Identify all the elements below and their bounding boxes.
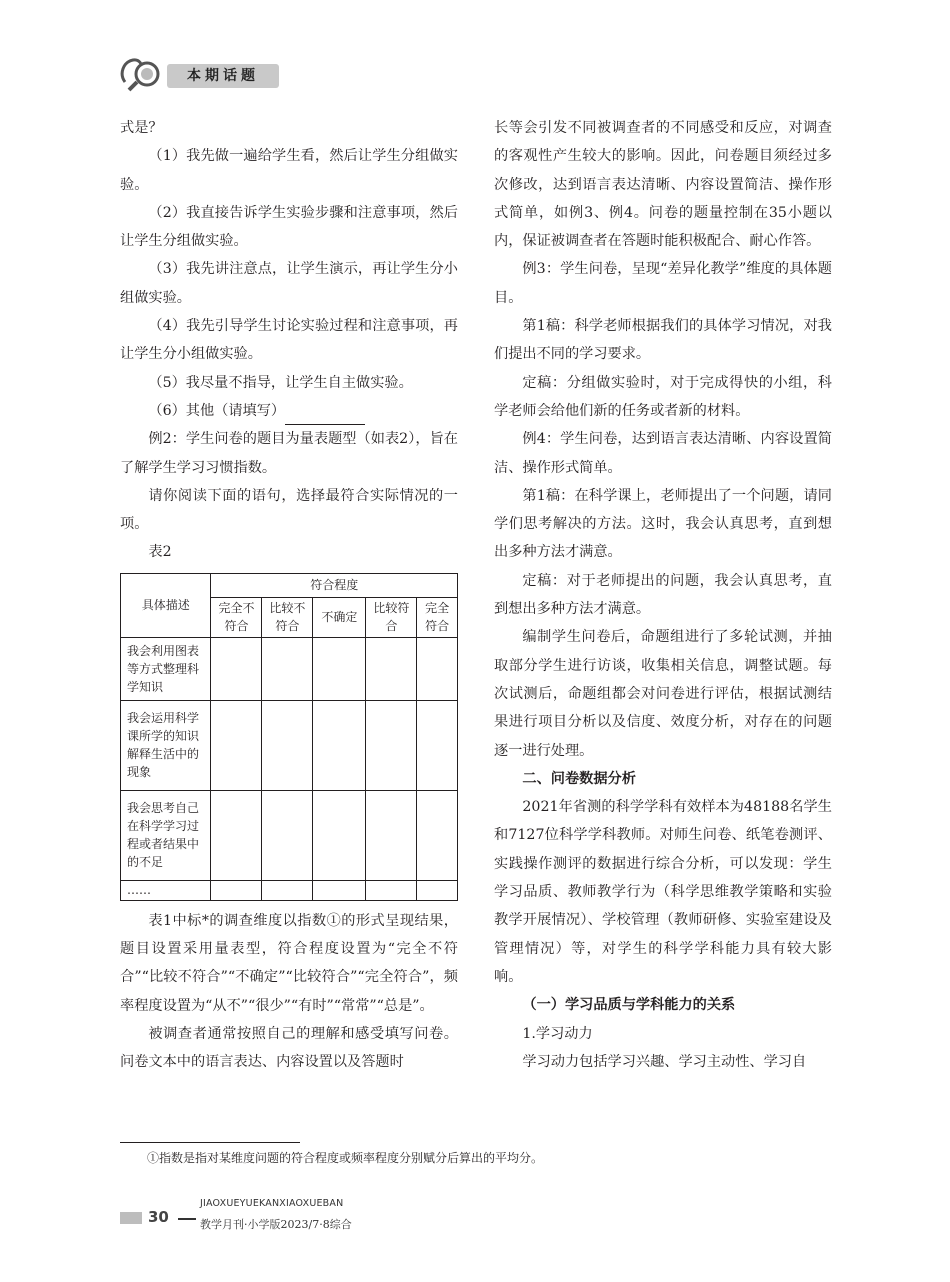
col-header: 比较不符合 <box>262 597 313 637</box>
section-heading: 二、问卷数据分析 <box>522 770 636 787</box>
example-4-draft: 第1稿：在科学课上，老师提出了一个问题，请同学们思考解决的方法。这时，我会认真思考，直到想出多种方法才满意。 <box>494 487 832 561</box>
example-3-draft: 第1稿：科学老师根据我们的具体学习情况，对我们提出不同的学习要求。 <box>494 318 832 363</box>
example-3-final: 定稿：分组做实验时，对于完成得快的小组，科学老师会给他们新的任务或者新的材料。 <box>494 374 832 419</box>
page-footer <box>120 1198 420 1238</box>
table-label: 表2 <box>148 544 172 561</box>
page-number: 30 <box>148 1208 169 1226</box>
row-desc: 我会思考自己在科学学习过程或者结果中的不足 <box>121 790 211 880</box>
question-intro: 式是？ <box>120 120 163 136</box>
option-5: （5）我尽量不指导，让学生自主做实验。 <box>148 374 413 391</box>
paragraph-analysis: 2021年省测的科学学科有效样本为48188名学生和7127位科学学科教师。对师生问卷、纸笔卷测评、实践操作测评的数据进行综合分析，可以发现：学生学习品质、教师教学行为（科学思维教学策略和实验教学开展情况）、学校管理（教师研修、实验室建设及管理情况）等，对学生的科学学科能力具有较大影响。 <box>494 799 832 985</box>
paragraph-respondents: 被调查者通常按照自己的理解和感受填写问卷。问卷文本中的语言表达、内容设置以及答题时 <box>120 1025 458 1071</box>
journal-pinyin: JIAOXUEYUEKANXIAOXUEBAN <box>200 1198 344 1209</box>
section-tag: 本期话题 <box>167 64 279 88</box>
paragraph-pilot: 编制学生问卷后，命题组进行了多轮试测，并抽取部分学生进行访谈，收集相关信息，调整试题。每次试测后，命题组都会对问卷进行评估，根据试测结果进行项目分析以及信度、效度分析，对存在的问题逐一进行处理。 <box>494 629 832 759</box>
example-2: 例2：学生问卷的题目为量表题型（如表2），旨在了解学生学习习惯指数。 <box>120 431 458 476</box>
option-2: （2）我直接告诉学生实验步骤和注意事项，然后让学生分组做实验。 <box>120 204 458 250</box>
right-column <box>494 114 832 1076</box>
desc-header: 具体描述 <box>121 573 211 637</box>
option-6 <box>120 397 458 425</box>
col-header: 比较符合 <box>366 597 417 637</box>
subsection-heading: （一）学习品质与学科能力的关系 <box>522 997 736 1014</box>
row-desc: 我会利用图表等方式整理科学知识 <box>121 637 211 700</box>
option-4: （4）我先引导学生讨论实验过程和注意事项，再让学生分小组做实验。 <box>120 318 458 363</box>
group-header: 符合程度 <box>211 573 458 597</box>
row-desc: 我会运用科学课所学的知识解释生活中的现象 <box>121 700 211 790</box>
footer-marker <box>120 1212 142 1224</box>
table-2 <box>120 573 458 901</box>
example-4: 例4：学生问卷，达到语言表达清晰、内容设置简洁、操作形式简单。 <box>494 431 832 476</box>
table-row <box>121 637 458 700</box>
column-header <box>117 56 317 96</box>
option-6-text: （6）其他（请填写） <box>148 402 286 419</box>
paragraph-continued: 长等会引发不同被调查者的不同感受和反应，对调查的客观性产生较大的影响。因此，问卷题目须经过多次修改，达到语言表达清晰、内容设置简洁、操作形式简单，如例3、例4。问卷的题量控制在35小题以内，保证被调查者在答题时能积极配合、耐心作答。 <box>494 120 832 250</box>
instruction: 请你阅读下面的语句，选择最符合实际情况的一项。 <box>120 487 458 533</box>
fill-blank <box>285 408 365 425</box>
col-header: 不确定 <box>313 597 366 637</box>
example-4-final: 定稿：对于老师提出的问题，我会认真思考，直到想出多种方法才满意。 <box>494 572 832 618</box>
col-header: 完全不符合 <box>211 597 262 637</box>
sub-heading: 1.学习动力 <box>522 1025 593 1042</box>
left-column <box>120 114 458 1077</box>
example-3: 例3：学生问卷，呈现“差异化教学”维度的具体题目。 <box>494 261 832 306</box>
paragraph-motivation: 学习动力包括学习兴趣、学习主动性、学习自 <box>522 1053 807 1070</box>
option-3: （3）我先讲注意点，让学生演示，再让学生分小组做实验。 <box>120 261 458 306</box>
table-row <box>121 880 458 900</box>
col-header: 完全符合 <box>417 597 458 637</box>
table-row <box>121 790 458 880</box>
option-1: （1）我先做一遍给学生看，然后让学生分组做实验。 <box>120 148 458 193</box>
footnote: ①指数是指对某维度问题的符合程度或频率程度分别赋分后算出的平均分。 <box>147 1151 544 1165</box>
paragraph-index: 表1中标*的调查维度以指数①的形式呈现结果，题目设置采用量表型，符合程度设置为“完全不符合”“比较不符合”“不确定”“比较符合”“完全符合”，频率程度设置为“从不”“很少”“有时”“常常”“总是”。 <box>120 912 458 1014</box>
journal-name: 教学月刊·小学版2023/7·8综合 <box>200 1218 352 1231</box>
row-desc: …… <box>121 880 211 900</box>
footnote-divider <box>120 1142 300 1143</box>
table-row <box>121 700 458 790</box>
footer-dash <box>178 1218 196 1220</box>
